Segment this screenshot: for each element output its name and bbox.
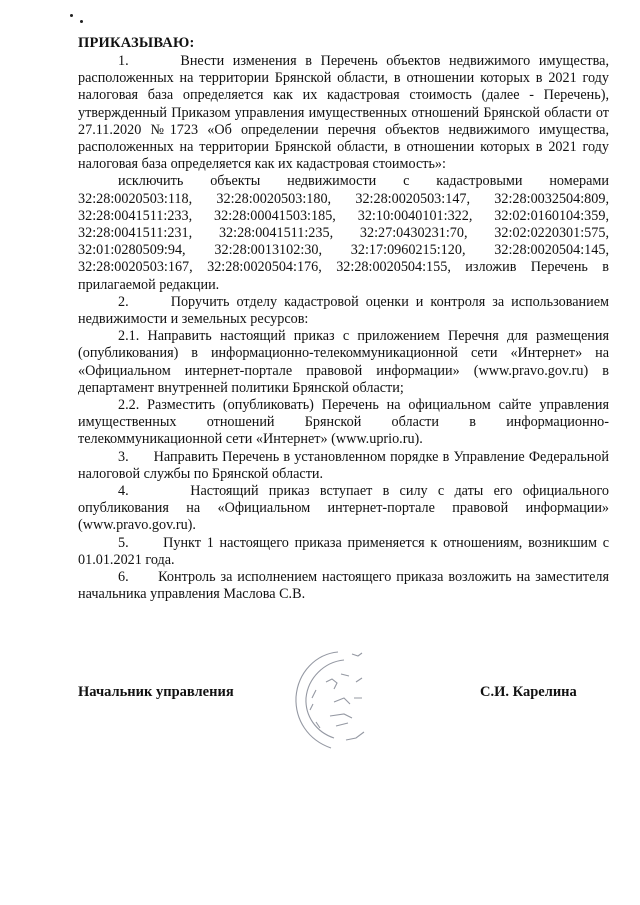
paragraph-6: 6. Контроль за исполнением настоящего приказа возложить на заместителя начальника управления Маслова С.В. [78, 569, 609, 603]
paragraph-2-1: 2.1. Направить настоящий приказ с приложением Перечня для размещения (опубликования) в информационно-телекоммуникационной сети «Интернет» на «Официальном интернет-портале правовой информации» (www.pravo.gov.ru) в департамент внутренней политики Брянской области; [78, 328, 609, 396]
scan-speck [70, 14, 73, 17]
paragraph-4: 4. Настоящий приказ вступает в силу с даты его официального опубликования на «Официальном интернет-портале правовой информации» (www.pravo.gov.ru). [78, 483, 609, 534]
paragraph-2: 2. Поручить отделу кадастровой оценки и контроля за использованием недвижимости и земельных ресурсов: [78, 293, 609, 328]
signature-name: С.И. Карелина [480, 684, 577, 700]
scan-speck [80, 20, 83, 23]
paragraph-5: 5. Пункт 1 настоящего приказа применяется к отношениям, возникшим с 01.01.2021 года. [78, 534, 609, 568]
signature-title: Начальник управления [78, 684, 234, 700]
order-body [78, 53, 609, 604]
paragraph-3: 3. Направить Перечень в установленном порядке в Управление Федеральной налоговой службы по Брянской области. [78, 448, 609, 482]
paragraph-1: 1. Внести изменения в Перечень объектов недвижимого имущества, расположенных на территории Брянской области, в отношении которых в 2021 году налоговая база определяется как их кадастровая стоимость (далее - Перечень), утвержденный Приказом управления имущественных отношений Брянской области от 27.11.2020 №1723 «Об определении перечня объектов недвижимого имущества, расположенных на территории Брянской области, в отношении которых в 2021 году налоговая база определяется как их кадастровая стоимость»: [78, 53, 609, 173]
paragraph-2-2: 2.2. Разместить (опубликовать) Перечень на официальном сайте управления имущественных отношений Брянской области в информационно-телекоммуникационной сети «Интернет» (www.uprio.ru). [78, 397, 609, 448]
order-heading: ПРИКАЗЫВАЮ: [78, 35, 195, 51]
paragraph-exclusions: исключить объекты недвижимости с кадастровыми номерами 32:28:0020503:118, 32:28:0020503:180, 32:28:0020503:147, 32:28:0032504:809, 32:28:0041511:233, 32:28:00041503:185, 32:10:0040101:322, 32:02:0160104:359, 32:28:0041511:231, 32:28:0041511:235, 32:27:0430231:70, 32:02:0220301:575, 32:01:0280509:94, 32:28:0013102:30, 32:17:0960215:120, 32:28:0020504:145, 32:28:0020503:167, 32:28:0020504:176, 32:28:0020504:155, изложив Перечень в прилагаемой редакции. [78, 173, 609, 293]
official-stamp [286, 642, 376, 757]
